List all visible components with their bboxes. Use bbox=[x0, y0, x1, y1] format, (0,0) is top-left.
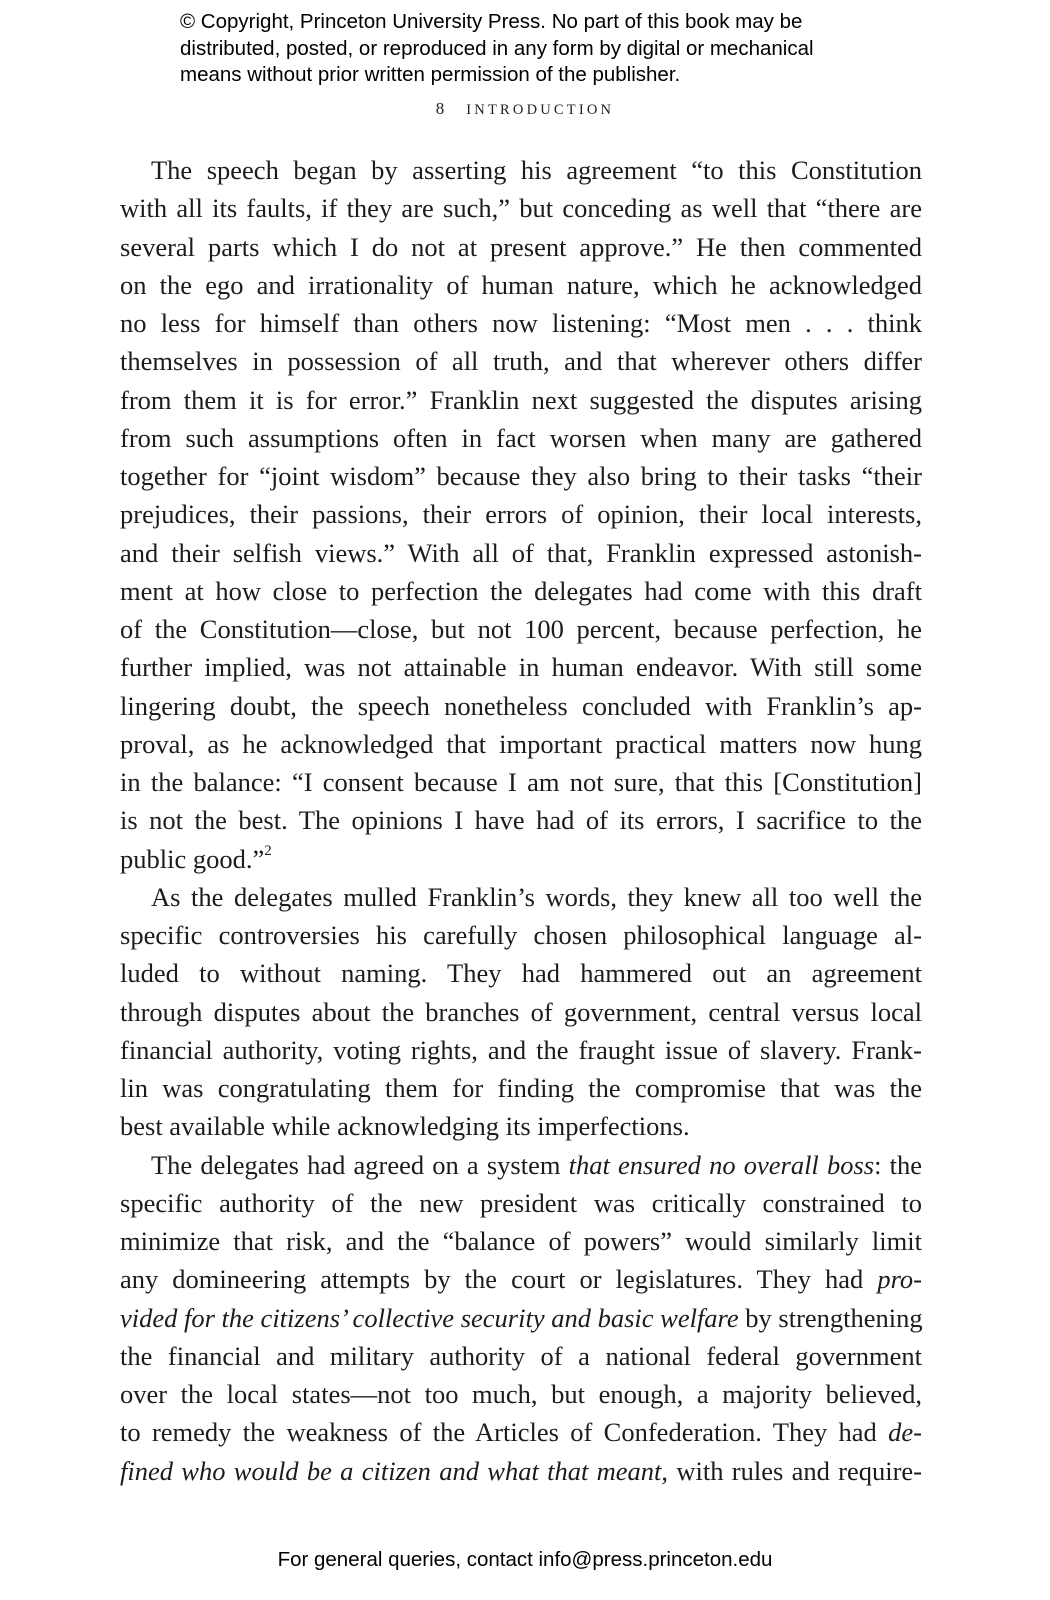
text-line: best available while acknowledging its imperfections. bbox=[120, 1111, 690, 1142]
text-line: of the Constitution—close, but not 100 percent, because perfection, he bbox=[120, 614, 922, 644]
section-title: INTRODUCTION bbox=[466, 102, 615, 118]
text-line: and their selfish views.” With all of that, Franklin expressed astonish- bbox=[120, 537, 922, 568]
running-header bbox=[0, 99, 1050, 119]
text-run: any domineering attempts by the court or legislatures. They had bbox=[120, 1264, 878, 1295]
text-line bbox=[120, 1260, 922, 1298]
copyright-line: means without prior written permission of the publisher. bbox=[180, 63, 681, 86]
text-line: specific controversies his carefully chosen philosophical language al- bbox=[120, 920, 922, 950]
text-line: in the balance: “I consent because I am not sure, that this [Constitution] bbox=[120, 767, 922, 797]
text-line: no less for himself than others now listening: “Most men . . . think bbox=[120, 308, 922, 338]
text-line: several parts which I do not at present approve.” He then commented bbox=[120, 231, 922, 262]
text-line: lin was congratulating them for finding the compromise that was the bbox=[120, 1073, 922, 1103]
footer-contact bbox=[0, 1548, 1050, 1572]
body-text bbox=[120, 151, 922, 1490]
text-line: lingering doubt, the speech nonetheless concluded with Franklin’s ap- bbox=[120, 690, 922, 721]
text-line: The speech began by asserting his agreement “to this Constitution bbox=[151, 155, 922, 185]
text-line bbox=[120, 1299, 922, 1337]
text-line: ment at how close to perfection the delegates had come with this draft bbox=[120, 575, 922, 606]
footer-text: For general queries, contact info@press.princeton.edu bbox=[277, 1548, 773, 1571]
text-line: over the local states—not too much, but enough, a majority believed, bbox=[120, 1379, 922, 1409]
text-line bbox=[120, 840, 922, 878]
text-line bbox=[120, 1413, 922, 1451]
text-line bbox=[120, 1146, 922, 1184]
paragraph bbox=[120, 151, 922, 878]
text-line: from them it is for error.” Franklin next suggested the disputes arising bbox=[120, 384, 922, 415]
text-run: by strengthening bbox=[738, 1302, 923, 1333]
text-run: : the bbox=[874, 1149, 922, 1180]
text-run: public good.” bbox=[120, 843, 265, 874]
footnote-reference[interactable]: 2 bbox=[264, 842, 272, 859]
text-line: financial authority, voting rights, and the fraught issue of slavery. Frank- bbox=[120, 1034, 922, 1065]
text-line bbox=[120, 1452, 922, 1490]
italic-run: vided for the citizens’ collective security and basic welfare bbox=[120, 1302, 739, 1333]
text-run: , with rules and require- bbox=[661, 1455, 922, 1486]
text-line: themselves in possession of all truth, and that wherever others differ bbox=[120, 346, 922, 377]
text-line: from such assumptions often in fact worsen when many are gathered bbox=[120, 422, 922, 453]
text-line: As the delegates mulled Franklin’s words, they knew all too well the bbox=[151, 881, 922, 912]
page-number: 8 bbox=[435, 99, 445, 118]
paragraph bbox=[120, 878, 922, 1146]
italic-run: de- bbox=[888, 1417, 922, 1448]
copyright-line: © Copyright, Princeton University Press. No part of this book may be bbox=[180, 10, 803, 33]
text-line: further implied, was not attainable in human endeavor. With still some bbox=[120, 652, 922, 683]
text-line: together for “joint wisdom” because they also bring to their tasks “their bbox=[120, 461, 922, 491]
text-line: with all its faults, if they are such,” but conceding as well that “there are bbox=[120, 193, 922, 224]
text-run: The delegates had agreed on a system bbox=[151, 1149, 569, 1180]
text-run: to remedy the weakness of the Articles of Confederation. They had bbox=[120, 1417, 889, 1448]
text-line: prejudices, their passions, their errors of opinion, their local interests, bbox=[120, 499, 922, 530]
text-line: the financial and military authority of a national federal government bbox=[120, 1340, 922, 1371]
italic-run: pro- bbox=[877, 1264, 922, 1295]
text-line: luded to without naming. They had hammered out an agreement bbox=[120, 958, 922, 989]
text-line: is not the best. The opinions I have had of its errors, I sacrifice to the bbox=[120, 805, 922, 836]
text-line: through disputes about the branches of government, central versus local bbox=[120, 996, 922, 1027]
copyright-line: distributed, posted, or reproduced in any form by digital or mechanical bbox=[180, 36, 814, 60]
text-line: specific authority of the new president was critically constrained to bbox=[120, 1187, 922, 1218]
text-line: proval, as he acknowledged that important practical matters now hung bbox=[120, 728, 922, 759]
italic-run: that ensured no overall boss bbox=[568, 1149, 875, 1180]
italic-run: fined who would be a citizen and what that meant bbox=[120, 1455, 662, 1486]
text-line: on the ego and irrationality of human nature, which he acknowledged bbox=[120, 269, 922, 300]
copyright-notice bbox=[180, 9, 900, 89]
paragraph bbox=[120, 1146, 922, 1490]
text-line: minimize that risk, and the “balance of powers” would similarly limit bbox=[120, 1226, 922, 1256]
